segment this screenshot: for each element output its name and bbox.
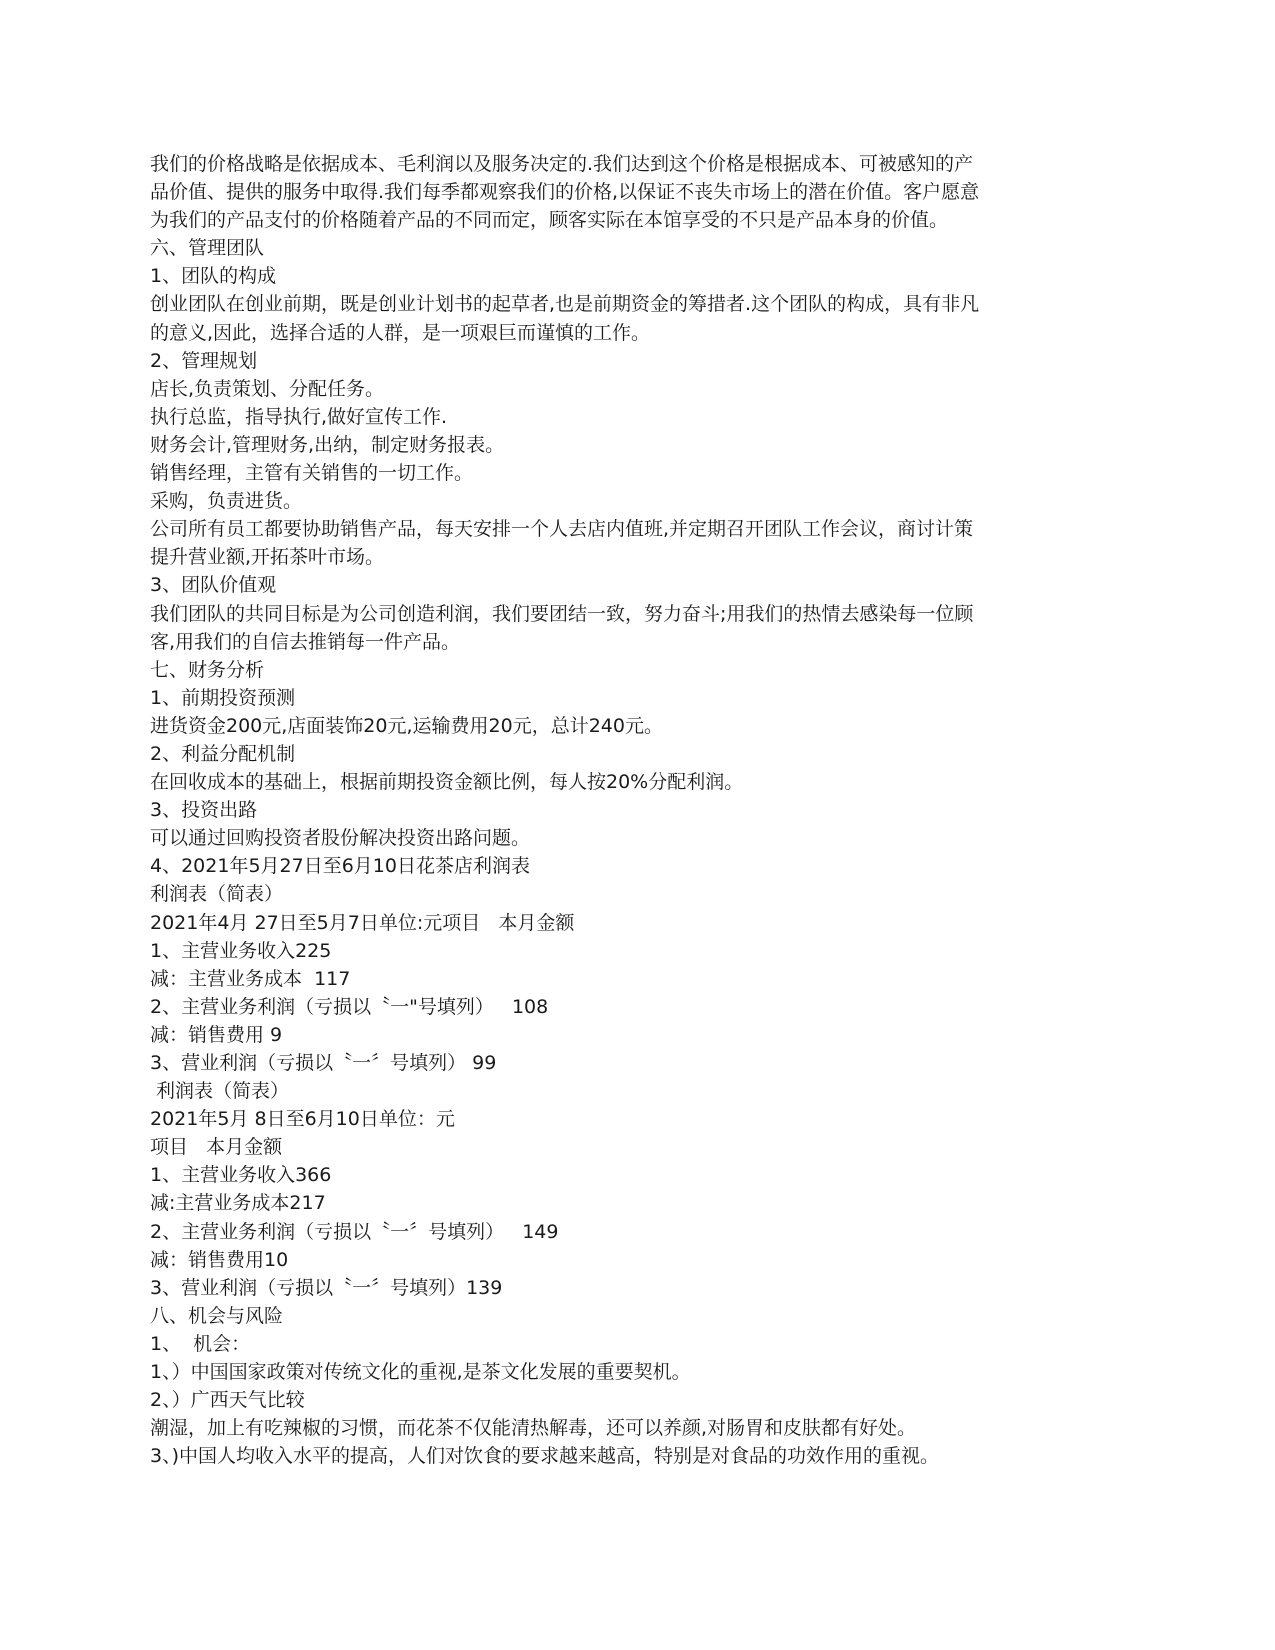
document-page xyxy=(150,150,1120,1470)
subsection-heading: 3、团队价值观 xyxy=(150,574,277,597)
table-line: 3、营业利润（亏损以〝一〞号填列）139 xyxy=(150,1276,503,1299)
text-line: 采购，负责进货。 xyxy=(150,490,303,513)
text-line: 店长,负责策划、分配任务。 xyxy=(150,377,385,400)
text-line: 3、)中国人均收入水平的提高，人们对饮食的要求越来越高，特别是对食品的功效作用的重视。 xyxy=(150,1445,940,1468)
subsection-heading: 1、前期投资预测 xyxy=(150,686,296,709)
table-line: 减：销售费用 9 xyxy=(150,1023,283,1046)
table-line: 减:主营业务成本217 xyxy=(150,1192,326,1215)
text-line: 品价值、提供的服务中取得.我们每季都观察我们的价格,以保证不丧失市场上的潜在价值。客户愿意 xyxy=(150,181,980,204)
text-line: 潮湿，加上有吃辣椒的习惯，而花茶不仅能清热解毒，还可以养颜,对肠胃和皮肤都有好处。 xyxy=(150,1417,917,1440)
subsection-heading: 2、管理规划 xyxy=(150,349,258,372)
text-line: 公司所有员工都要协助销售产品，每天安排一个人去店内值班,并定期召开团队工作会议，商讨计策 xyxy=(150,518,974,541)
table-line: 2021年4月 27日至5月7日单位:元项目 本月金额 xyxy=(150,911,575,934)
table-line: 项目 本月金额 xyxy=(150,1136,283,1159)
table-line: 3、营业利润（亏损以〝一〞号填列） 99 xyxy=(150,1052,497,1074)
section-heading: 七、财务分析 xyxy=(150,658,265,681)
text-line: 在回收成本的基础上，根据前期投资金额比例，每人按20%分配利润。 xyxy=(150,771,744,794)
subsection-heading: 4、2021年5月27日至6月10日花茶店利润表 xyxy=(150,855,530,878)
table-title: 利润表（简表） xyxy=(150,883,284,906)
text-line: 创业团队在创业前期，既是创业计划书的起草者,也是前期资金的筹措者.这个团队的构成，具有非凡 xyxy=(150,293,980,316)
text-line: 我们的价格战略是依据成本、毛利润以及服务决定的.我们达到这个价格是根据成本、可被感知的产 xyxy=(150,153,974,175)
text-line: 我们团队的共同目标是为公司创造利润，我们要团结一致，努力奋斗;用我们的热情去感染每一位顾 xyxy=(150,602,974,625)
subsection-heading: 3、投资出路 xyxy=(150,799,258,822)
section-heading: 八、机会与风险 xyxy=(150,1304,284,1327)
table-line: 1、主营业务收入225 xyxy=(150,939,332,962)
text-line: 为我们的产品支付的价格随着产品的不同而定，顾客实际在本馆享受的不只是产品本身的价值。 xyxy=(150,209,949,232)
subsection-heading: 1、团队的构成 xyxy=(150,265,277,288)
section-heading: 六、管理团队 xyxy=(150,237,265,260)
text-line: 1、）中国国家政策对传统文化的重视,是茶文化发展的重要契机。 xyxy=(150,1361,691,1384)
table-line: 2、主营业务利润（亏损以〝一〞号填列） 149 xyxy=(150,1220,559,1243)
table-line: 1、主营业务收入366 xyxy=(150,1164,332,1187)
text-line: 的意义,因此，选择合适的人群，是一项艰巨而谨慎的工作。 xyxy=(150,321,651,344)
text-line: 提升营业额,开拓茶叶市场。 xyxy=(150,546,385,569)
table-line: 2021年5月 8日至6月10日单位：元 xyxy=(150,1108,455,1131)
text-line: 财务会计,管理财务,出纳，制定财务报表。 xyxy=(150,433,505,456)
table-line: 减：主营业务成本 117 xyxy=(150,967,351,990)
text-line: 2、）广西天气比较 xyxy=(150,1389,305,1412)
table-line: 2、主营业务利润（亏损以〝一"号填列） 108 xyxy=(150,995,549,1018)
table-line: 减：销售费用10 xyxy=(150,1248,289,1271)
text-line: 可以通过回购投资者股份解决投资出路问题。 xyxy=(150,827,531,850)
text-line: 执行总监，指导执行,做好宣传工作. xyxy=(150,405,448,428)
table-title: 利润表（简表） xyxy=(150,1080,290,1103)
subsection-heading: 1、 机会： xyxy=(150,1332,251,1355)
text-line: 进货资金200元,店面装饰20元,运输费用20元，总计240元。 xyxy=(150,714,663,737)
text-line: 销售经理，主管有关销售的一切工作。 xyxy=(150,462,474,485)
text-line: 客,用我们的自信去推销每一件产品。 xyxy=(150,630,461,653)
subsection-heading: 2、利益分配机制 xyxy=(150,742,296,765)
